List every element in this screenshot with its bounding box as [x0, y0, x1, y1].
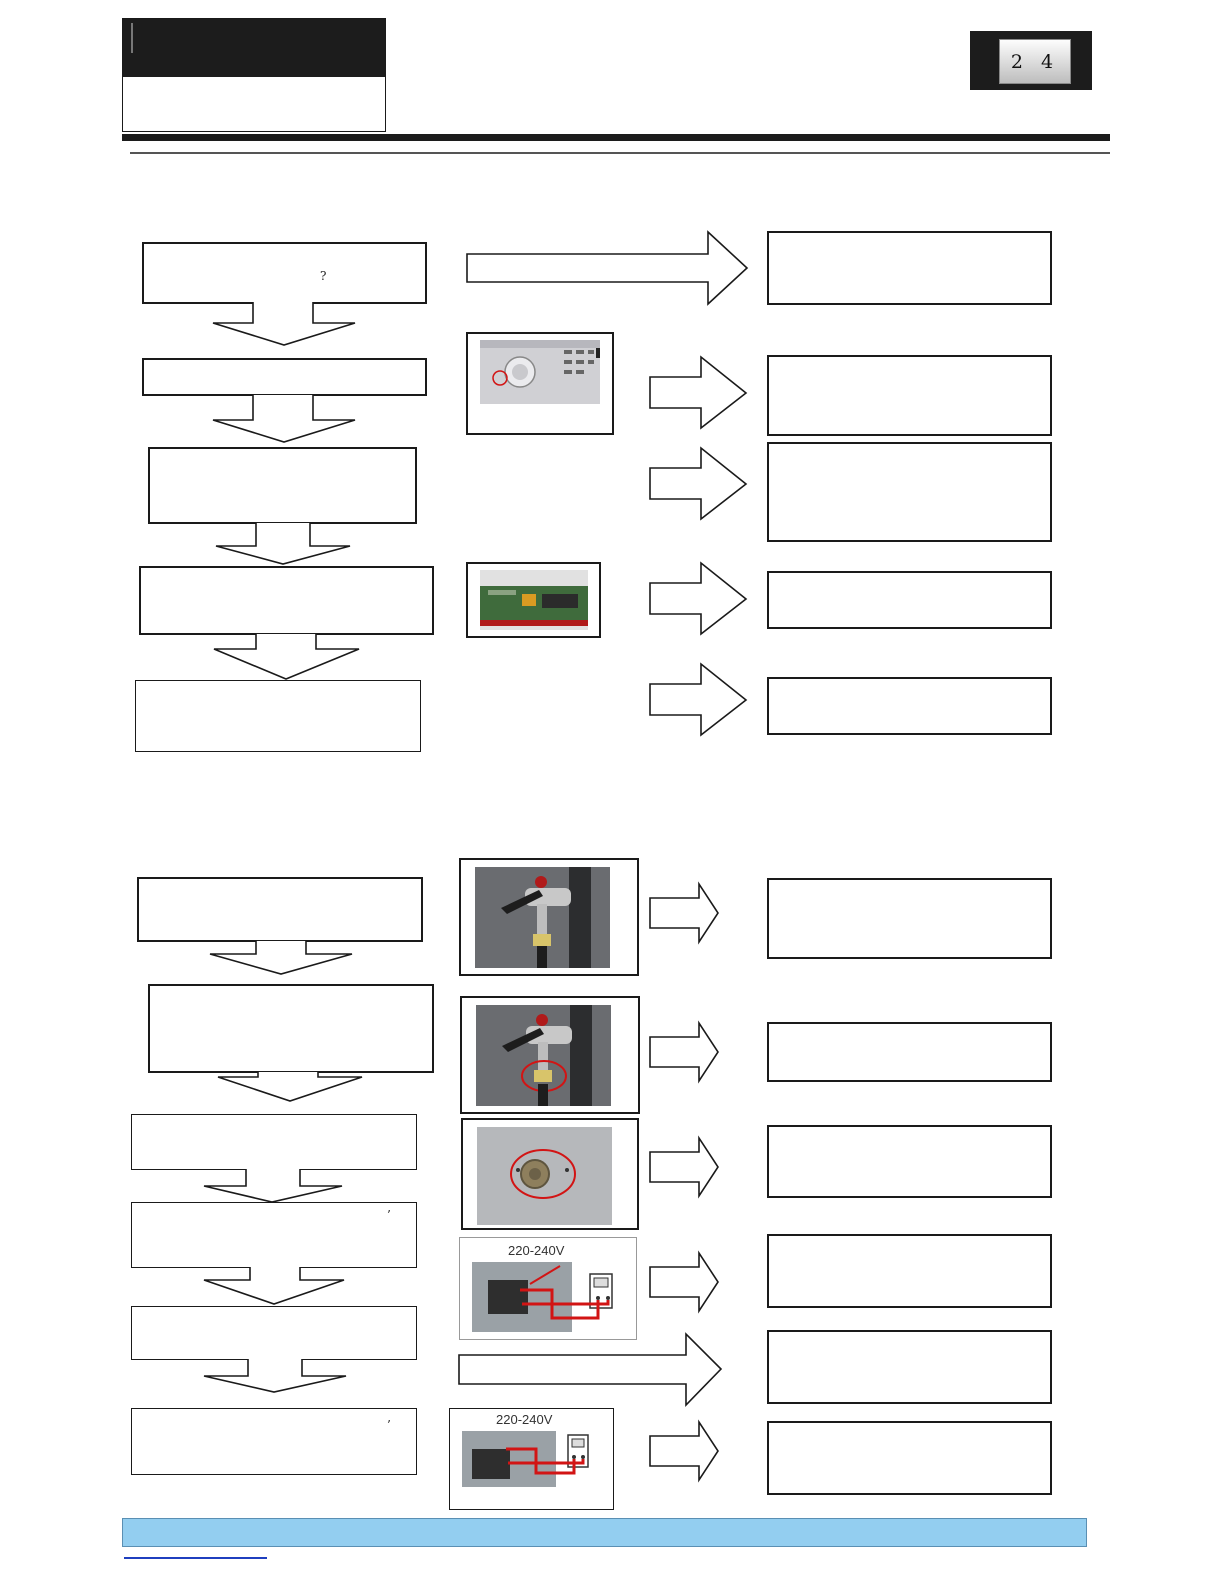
- s2-step6-mark: ’: [387, 1418, 391, 1432]
- header-title-dark-band: [123, 19, 385, 77]
- s1-right-arrow-4: [649, 662, 749, 738]
- s2-photo-voltage-meter-2: [449, 1408, 614, 1510]
- s2-step-box-2: [148, 984, 434, 1073]
- s2-right-arrow-5: [649, 1420, 721, 1482]
- s2-step-box-3: [131, 1114, 417, 1170]
- s2-step4-mark: ’: [387, 1208, 391, 1222]
- s1-step-box-2: [142, 358, 427, 396]
- s2-result-box-6: [767, 1421, 1052, 1495]
- water-tap-image: [461, 860, 637, 974]
- water-tap-circled-image: [462, 998, 638, 1112]
- s2-meter-label-1: 220-240V: [508, 1243, 565, 1258]
- s2-down-arrow-2: [216, 1071, 364, 1103]
- s2-result-box-4: [767, 1234, 1052, 1308]
- header-rule-thick: [122, 134, 1110, 141]
- s1-step-box-4: [139, 566, 434, 635]
- s2-photo-voltage-meter-1: [459, 1237, 637, 1340]
- s1-down-arrow-1: [211, 301, 357, 347]
- s1-right-arrow-1: [649, 355, 749, 431]
- s2-down-arrow-3: [202, 1168, 344, 1204]
- header-band-tick: [131, 23, 133, 53]
- s1-result-box-2: [767, 355, 1052, 436]
- header-title-block: [122, 18, 386, 132]
- s1-step-box-3: [148, 447, 417, 524]
- footer-bar: [122, 1518, 1087, 1547]
- s2-right-arrow-1: [649, 882, 721, 944]
- s2-down-arrow-4: [202, 1266, 346, 1306]
- s1-step-box-5: [135, 680, 421, 752]
- s2-step-box-1: [137, 877, 423, 942]
- s1-result-box-4: [767, 571, 1052, 629]
- s1-down-arrow-4: [212, 633, 362, 681]
- s1-result-box-1: [767, 231, 1052, 305]
- s2-down-arrow-5: [202, 1358, 348, 1394]
- s2-meter-label-2: 220-240V: [496, 1412, 553, 1427]
- s1-right-arrow-2: [649, 446, 749, 522]
- s2-right-arrow-3: [649, 1136, 721, 1198]
- s2-photo-inlet-filter: [461, 1118, 639, 1230]
- s2-right-arrow-long: [458, 1332, 724, 1408]
- s2-result-box-1: [767, 878, 1052, 959]
- s1-step-box-1: [142, 242, 427, 304]
- s1-result-box-5: [767, 677, 1052, 735]
- s1-down-arrow-3: [214, 522, 352, 566]
- s2-photo-water-tap-circled: [460, 996, 640, 1114]
- s2-result-box-2: [767, 1022, 1052, 1082]
- s2-result-box-3: [767, 1125, 1052, 1198]
- s2-photo-water-tap: [459, 858, 639, 976]
- s1-step1-question-mark: ?: [320, 269, 327, 283]
- s2-right-arrow-4: [649, 1251, 721, 1313]
- s2-step-box-6: [131, 1408, 417, 1475]
- s2-step-box-5: [131, 1306, 417, 1360]
- control-board-image: [468, 564, 599, 636]
- page-number-badge: [970, 31, 1092, 90]
- s1-right-arrow-long: [466, 230, 750, 308]
- s1-photo-control-dial: [466, 332, 614, 435]
- s2-down-arrow-1: [208, 940, 354, 976]
- header-rule-thin: [130, 152, 1110, 154]
- inlet-filter-image: [463, 1120, 637, 1228]
- s1-photo-control-board: [466, 562, 601, 638]
- s2-result-box-5: [767, 1330, 1052, 1404]
- s1-right-arrow-3: [649, 561, 749, 637]
- control-dial-image: [468, 334, 612, 433]
- footer-link-underline[interactable]: [124, 1557, 267, 1559]
- s1-result-box-3: [767, 442, 1052, 542]
- page-number: 2 4: [1010, 50, 1060, 73]
- s1-down-arrow-2: [211, 394, 357, 444]
- s2-right-arrow-2: [649, 1021, 721, 1083]
- s2-step-box-4: [131, 1202, 417, 1268]
- page-number-plate: [999, 39, 1071, 84]
